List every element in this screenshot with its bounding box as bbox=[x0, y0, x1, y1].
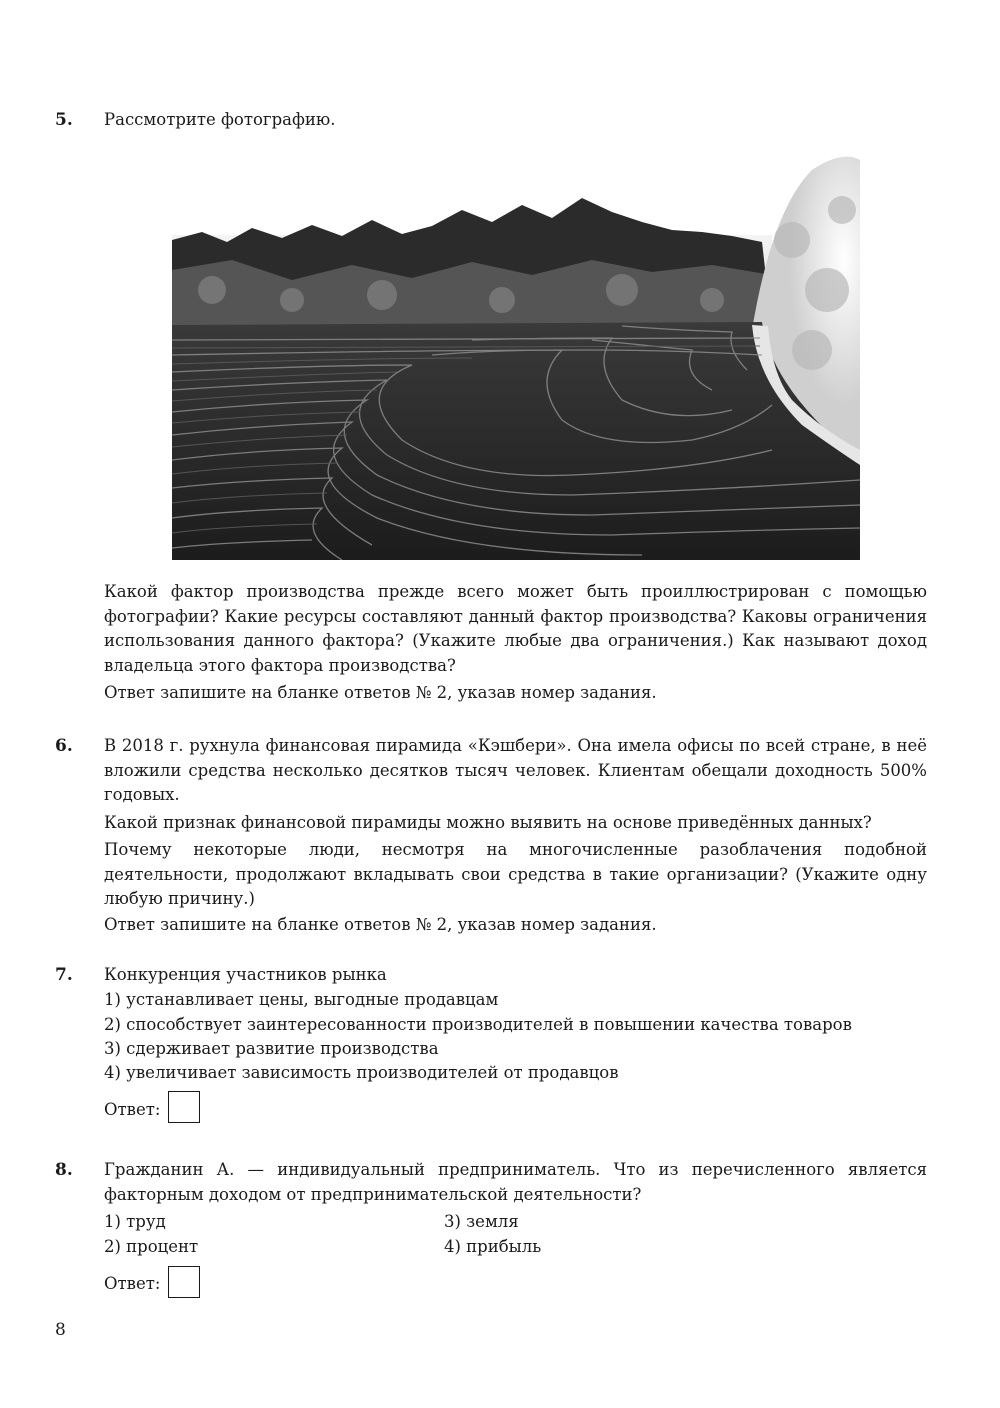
task-5-question: Какой фактор производства прежде всего может быть проиллюстрирован с помощью фотографии? Какие ресурсы составляют данный фактор производства? Каковы ограничения использования данного фактора? (Укажите любые два ограничения.) Как называют доход владельца этого фактора производства? bbox=[104, 582, 927, 675]
task-8-option-2: 2) процент bbox=[104, 1237, 199, 1256]
task-6-question-2: Почему некоторые люди, несмотря на многочисленные разоблачения подобной деятельности, продолжают вкладывать свои средства в такие организации? (Укажите одну любую причину.) bbox=[104, 840, 927, 908]
ploughed-field-image bbox=[172, 150, 860, 560]
task-8-option-3: 3) земля bbox=[444, 1212, 519, 1231]
page-number: 8 bbox=[55, 1320, 66, 1340]
task-7-option-2: 2) способствует заинтересованности производителей в повышении качества товаров bbox=[104, 1015, 852, 1034]
task-8-number: 8. bbox=[55, 1160, 73, 1180]
task-6-question-1: Какой признак финансовой пирамиды можно выявить на основе приведённых данных? bbox=[104, 813, 872, 832]
task-5-number: 5. bbox=[55, 110, 73, 130]
task-8-option-4: 4) прибыль bbox=[444, 1237, 542, 1256]
task-6-instruction: Ответ запишите на бланке ответов № 2, указав номер задания. bbox=[104, 915, 657, 934]
task-7-stem: Конкуренция участников рынка bbox=[104, 965, 387, 984]
task-8-stem: Гражданин А. — индивидуальный предприниматель. Что из перечисленного является факторным доходом от предпринимательской деятельности? bbox=[104, 1160, 927, 1204]
task-7-option-4: 4) увеличивает зависимость производителей от продавцов bbox=[104, 1063, 619, 1082]
task-7-option-1: 1) устанавливает цены, выгодные продавцам bbox=[104, 990, 499, 1009]
field-photograph bbox=[172, 150, 860, 560]
task-5-prompt: Рассмотрите фотографию. bbox=[104, 110, 336, 129]
task-8-answer-label: Ответ: bbox=[104, 1274, 161, 1293]
task-8-option-1: 1) труд bbox=[104, 1212, 166, 1231]
task-7-option-3: 3) сдерживает развитие производства bbox=[104, 1039, 439, 1058]
task-7-answer-label: Ответ: bbox=[104, 1100, 161, 1119]
task-7-answer-box[interactable] bbox=[168, 1091, 200, 1123]
task-7-number: 7. bbox=[55, 965, 73, 985]
task-6-number: 6. bbox=[55, 736, 73, 756]
task-8-answer-box[interactable] bbox=[168, 1266, 200, 1298]
task-6-text: В 2018 г. рухнула финансовая пирамида «Кэшбери». Она имела офисы по всей стране, в неё вложили средства несколько десятков тысяч человек. Клиентам обещали доходность 500% годовых. bbox=[104, 736, 927, 804]
task-5-instruction: Ответ запишите на бланке ответов № 2, указав номер задания. bbox=[104, 683, 657, 702]
